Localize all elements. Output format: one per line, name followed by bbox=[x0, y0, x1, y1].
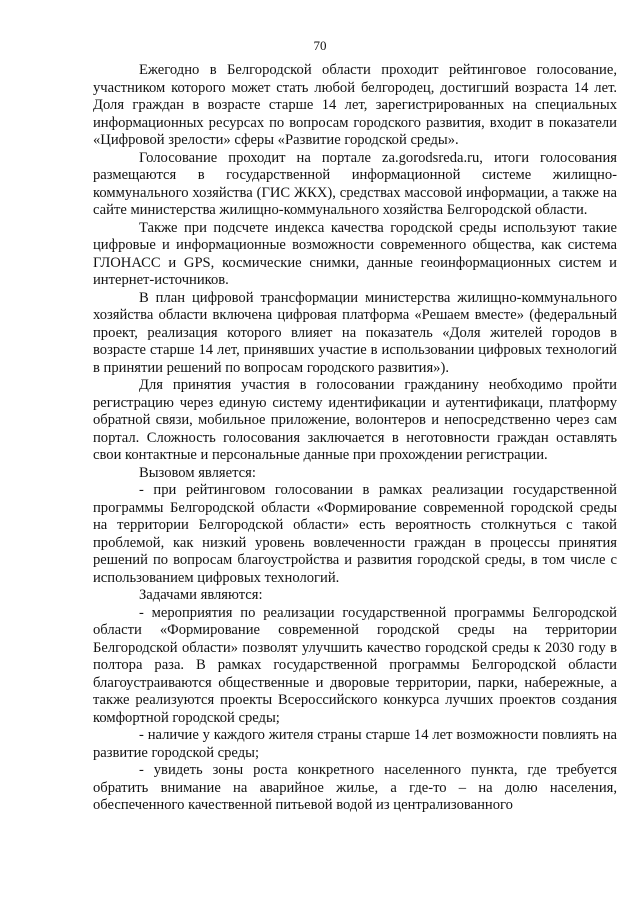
paragraph-task-influence: - наличие у каждого жителя страны старше 14 лет возможности повлиять на развитие городской среды; bbox=[93, 727, 617, 761]
paragraph-task-growth-zones: - увидеть зоны роста конкретного населенного пункта, где требуется обратить внимание на аварийное жилье, а где-то – на долю населения, обеспеченного качественной питьевой водой из централизованного bbox=[93, 762, 617, 813]
paragraph-challenge-item: - при рейтинговом голосовании в рамках реализации государственной программы Белгородской области «Формирование современной городской среды на территории Белгородской области» есть вероятность столкнуться с такой проблемой, как низкий уровень вовлеченности граждан в процессы принятия решений по вопросам благоустройства и развития городской среды, в том числе с использованием цифровых технологий. bbox=[93, 482, 617, 586]
paragraph-registration: Для принятия участия в голосовании гражданину необходимо пройти регистрацию через единую систему идентификации и аутентификаци, платформу обратной связи, мобильное приложение, волонтеров и непосредственно через сам портал. Сложность голосования заключается в неготовности граждан оставлять свои контактные и персональные данные при прохождении регистрации. bbox=[93, 377, 617, 463]
page-number: 70 bbox=[313, 38, 327, 53]
paragraph-tasks-heading: Задачами являются: bbox=[139, 587, 263, 603]
paragraph-task-program: - мероприятия по реализации государственной программы Белгородской области «Формирование современной городской среды на территории Белгородской области» позволят улучшить качество городской среды к 2030 году в полтора раза. В рамках государственной программы Белгородской области благоустраиваются общественные и дворовые территории, парки, набережные, а также реализуются проекты Всероссийского конкурса лучших проектов создания комфортной городской среды; bbox=[93, 604, 617, 726]
paragraph-digital-plan: В план цифровой трансформации министерства жилищно-коммунального хозяйства области включена цифровая платформа «Решаем вместе» (федеральный проект, реализация которого влияет на показатель «Доля жителей городов в возрасте старше 14 лет, принявших участие в использовании цифровых технологий в принятии решений по вопросам городского развития»). bbox=[93, 289, 617, 376]
paragraph-rating-vote: Ежегодно в Белгородской области проходит рейтинговое голосование, участником которого может стать любой белгородец, достигший возраста 14 лет. Доля граждан в возрасте старше 14 лет, зарегистрированных на специальных информационных ресурсах по вопросам городского развития, входит в показатели «Цифровой зрелости» сферы «Развитие городской среды». bbox=[93, 62, 617, 148]
page-body bbox=[93, 62, 617, 815]
paragraph-challenge-heading: Вызовом является: bbox=[139, 464, 256, 481]
paragraph-quality-index: Также при подсчете индекса качества городской среды используют такие цифровые и информационные возможности современного общества, как система ГЛОНАСС и GPS, космические снимки, данные геоинформационных систем и интернет-источников. bbox=[93, 219, 617, 288]
paragraph-voting-portal: Голосование проходит на портале za.gorodsreda.ru, итоги голосования размещаются в государственной информационной системе жилищно-коммунального хозяйства (ГИС ЖКХ), средствах массовой информации, а также на сайте министерства жилищно-коммунального хозяйства Белгородской области. bbox=[93, 149, 617, 218]
